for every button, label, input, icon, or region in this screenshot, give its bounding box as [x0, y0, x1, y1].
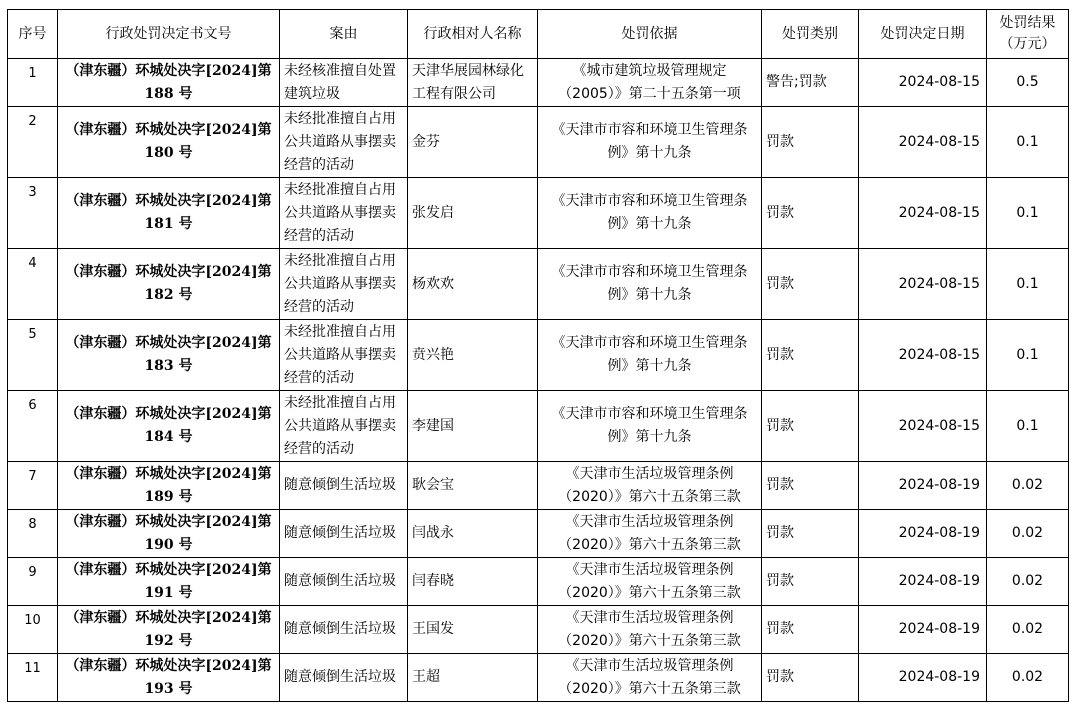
cell-result: 0.02 — [987, 606, 1069, 654]
cell-type: 罚款 — [762, 320, 859, 391]
header-result: 处罚结果（万元） — [987, 10, 1069, 59]
cell-basis: 《天津市市容和环境卫生管理条例》第十九条 — [538, 249, 762, 320]
cell-case: 未经批准擅自占用公共道路从事摆卖经营的活动 — [280, 107, 408, 178]
cell-result: 0.02 — [987, 654, 1069, 702]
cell-doc-no: （津东疆）环城处决字[2024]第 180 号 — [58, 107, 280, 178]
cell-basis: 《天津市生活垃圾管理条例（2020）》第六十五条第三款 — [538, 558, 762, 606]
cell-type: 罚款 — [762, 606, 859, 654]
cell-doc-no: （津东疆）环城处决字[2024]第 181 号 — [58, 178, 280, 249]
table-row — [8, 59, 1069, 107]
cell-party: 王超 — [408, 654, 538, 702]
cell-basis: 《天津市生活垃圾管理条例（2020）》第六十五条第三款 — [538, 510, 762, 558]
cell-basis: 《天津市市容和环境卫生管理条例》第十九条 — [538, 107, 762, 178]
cell-case: 未经批准擅自占用公共道路从事摆卖经营的活动 — [280, 320, 408, 391]
cell-type: 罚款 — [762, 178, 859, 249]
cell-doc-no: （津东疆）环城处决字[2024]第 188 号 — [58, 59, 280, 107]
cell-result: 0.1 — [987, 249, 1069, 320]
cell-party: 王国发 — [408, 606, 538, 654]
table-row — [8, 510, 1069, 558]
cell-type: 罚款 — [762, 107, 859, 178]
cell-no: 7 — [8, 462, 58, 510]
cell-date: 2024-08-15 — [859, 320, 987, 391]
header-no: 序号 — [8, 10, 58, 59]
table-row — [8, 107, 1069, 178]
cell-basis: 《天津市生活垃圾管理条例（2020）》第六十五条第三款 — [538, 462, 762, 510]
cell-no: 6 — [8, 391, 58, 462]
cell-type: 罚款 — [762, 510, 859, 558]
cell-party: 金芬 — [408, 107, 538, 178]
cell-type: 罚款 — [762, 558, 859, 606]
cell-no: 8 — [8, 510, 58, 558]
cell-doc-no: （津东疆）环城处决字[2024]第 191 号 — [58, 558, 280, 606]
cell-date: 2024-08-15 — [859, 59, 987, 107]
cell-party: 闫春晓 — [408, 558, 538, 606]
cell-party: 天津华展园林绿化工程有限公司 — [408, 59, 538, 107]
cell-doc-no: （津东疆）环城处决字[2024]第 182 号 — [58, 249, 280, 320]
cell-doc-no: （津东疆）环城处决字[2024]第 193 号 — [58, 654, 280, 702]
cell-basis: 《天津市市容和环境卫生管理条例》第十九条 — [538, 178, 762, 249]
cell-date: 2024-08-15 — [859, 178, 987, 249]
cell-case: 未经批准擅自占用公共道路从事摆卖经营的活动 — [280, 249, 408, 320]
penalty-table — [7, 9, 1069, 702]
cell-no: 2 — [8, 107, 58, 178]
cell-date: 2024-08-19 — [859, 510, 987, 558]
cell-basis: 《天津市生活垃圾管理条例（2020）》第六十五条第三款 — [538, 654, 762, 702]
cell-case: 随意倾倒生活垃圾 — [280, 462, 408, 510]
table-row — [8, 606, 1069, 654]
cell-party: 杨欢欢 — [408, 249, 538, 320]
cell-type: 警告;罚款 — [762, 59, 859, 107]
cell-basis: 《天津市市容和环境卫生管理条例》第十九条 — [538, 391, 762, 462]
cell-date: 2024-08-15 — [859, 249, 987, 320]
cell-type: 罚款 — [762, 249, 859, 320]
cell-basis: 《天津市生活垃圾管理条例（2020）》第六十五条第三款 — [538, 606, 762, 654]
cell-case: 随意倾倒生活垃圾 — [280, 510, 408, 558]
cell-result: 0.02 — [987, 510, 1069, 558]
cell-case: 未经批准擅自占用公共道路从事摆卖经营的活动 — [280, 178, 408, 249]
cell-party: 闫战永 — [408, 510, 538, 558]
header-row — [8, 10, 1069, 59]
cell-party: 张发启 — [408, 178, 538, 249]
cell-case: 随意倾倒生活垃圾 — [280, 654, 408, 702]
cell-no: 5 — [8, 320, 58, 391]
cell-no: 11 — [8, 654, 58, 702]
cell-result: 0.5 — [987, 59, 1069, 107]
cell-result: 0.02 — [987, 462, 1069, 510]
cell-date: 2024-08-19 — [859, 462, 987, 510]
cell-result: 0.02 — [987, 558, 1069, 606]
cell-doc-no: （津东疆）环城处决字[2024]第 190 号 — [58, 510, 280, 558]
cell-doc-no: （津东疆）环城处决字[2024]第 183 号 — [58, 320, 280, 391]
cell-no: 3 — [8, 178, 58, 249]
cell-date: 2024-08-19 — [859, 558, 987, 606]
cell-date: 2024-08-19 — [859, 654, 987, 702]
cell-case: 未经批准擅自占用公共道路从事摆卖经营的活动 — [280, 391, 408, 462]
cell-type: 罚款 — [762, 462, 859, 510]
cell-party: 贲兴艳 — [408, 320, 538, 391]
cell-result: 0.1 — [987, 391, 1069, 462]
cell-basis: 《城市建筑垃圾管理规定（2005）》第二十五条第一项 — [538, 59, 762, 107]
table-row — [8, 558, 1069, 606]
cell-no: 10 — [8, 606, 58, 654]
cell-date: 2024-08-15 — [859, 391, 987, 462]
table-row — [8, 178, 1069, 249]
cell-case: 随意倾倒生活垃圾 — [280, 606, 408, 654]
cell-doc-no: （津东疆）环城处决字[2024]第 192 号 — [58, 606, 280, 654]
cell-case: 随意倾倒生活垃圾 — [280, 558, 408, 606]
cell-doc-no: （津东疆）环城处决字[2024]第 189 号 — [58, 462, 280, 510]
cell-party: 李建国 — [408, 391, 538, 462]
cell-no: 1 — [8, 59, 58, 107]
header-case: 案由 — [280, 10, 408, 59]
cell-date: 2024-08-15 — [859, 107, 987, 178]
header-doc-no: 行政处罚决定书文号 — [58, 10, 280, 59]
cell-result: 0.1 — [987, 178, 1069, 249]
table-row — [8, 391, 1069, 462]
header-date: 处罚决定日期 — [859, 10, 987, 59]
cell-basis: 《天津市市容和环境卫生管理条例》第十九条 — [538, 320, 762, 391]
table-row — [8, 320, 1069, 391]
header-party: 行政相对人名称 — [408, 10, 538, 59]
cell-party: 耿会宝 — [408, 462, 538, 510]
table-row — [8, 249, 1069, 320]
table-row — [8, 654, 1069, 702]
cell-type: 罚款 — [762, 654, 859, 702]
table-row — [8, 462, 1069, 510]
cell-type: 罚款 — [762, 391, 859, 462]
cell-case: 未经核准擅自处置建筑垃圾 — [280, 59, 408, 107]
header-type: 处罚类别 — [762, 10, 859, 59]
cell-date: 2024-08-19 — [859, 606, 987, 654]
header-basis: 处罚依据 — [538, 10, 762, 59]
cell-no: 9 — [8, 558, 58, 606]
cell-doc-no: （津东疆）环城处决字[2024]第 184 号 — [58, 391, 280, 462]
cell-no: 4 — [8, 249, 58, 320]
cell-result: 0.1 — [987, 320, 1069, 391]
cell-result: 0.1 — [987, 107, 1069, 178]
